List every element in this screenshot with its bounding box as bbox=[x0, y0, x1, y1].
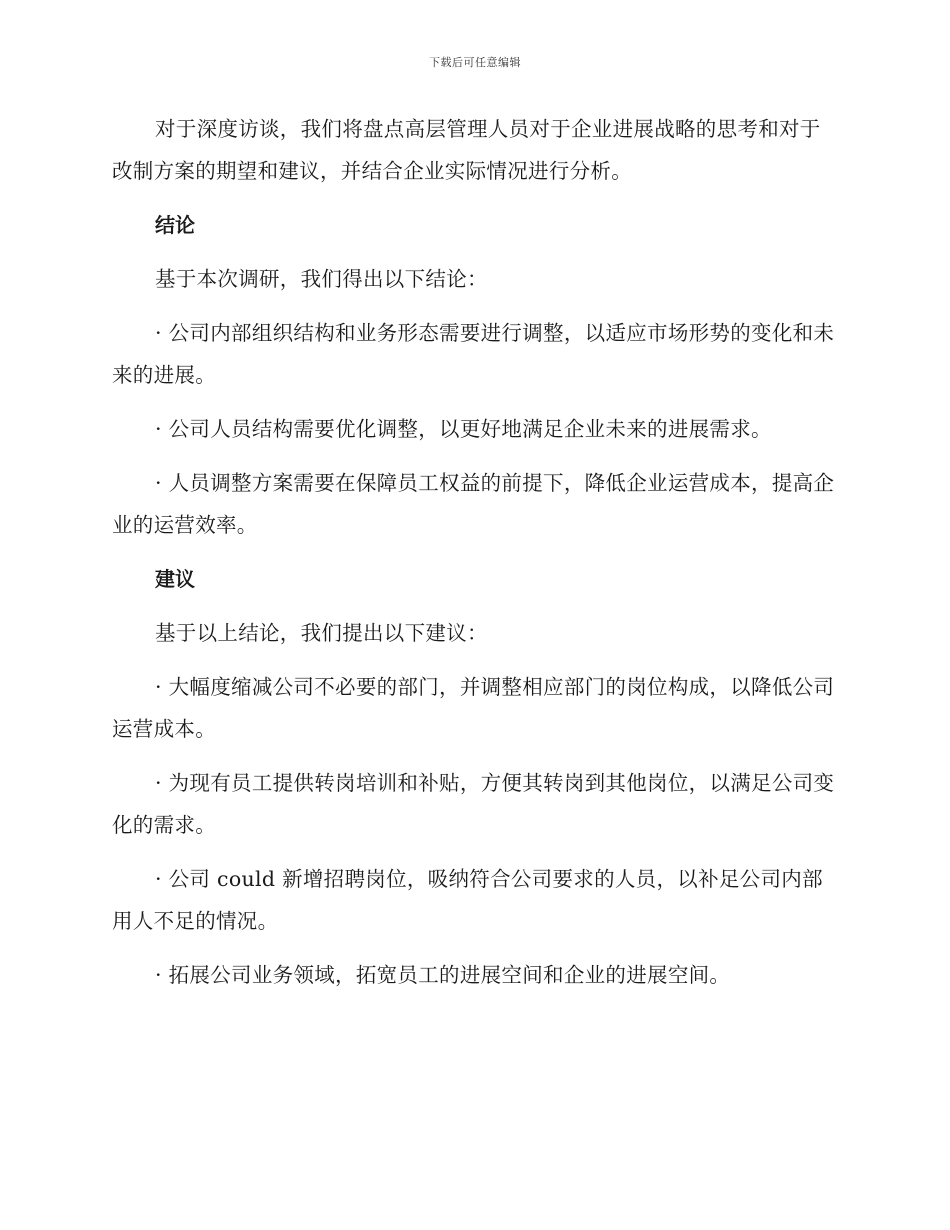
suggestion-lead: 基于以上结论，我们提出以下建议： bbox=[155, 621, 488, 645]
intro-paragraph: 对于深度访谈，我们将盘点高层管理人员对于企业进展战略的思考和对于改制方案的期望和建议，并结合企业实际情况进行分析。 bbox=[112, 117, 821, 183]
suggestion-item: · 公司 could 新增招聘岗位，吸纳符合公司要求的人员，以补足公司内部用人不足的情况。 bbox=[112, 867, 823, 933]
suggestion-item: · 拓展公司业务领域，拓宽员工的进展空间和企业的进展空间。 bbox=[155, 963, 731, 987]
suggestion-item: · 大幅度缩减公司不必要的部门，并调整相应部门的岗位构成，以降低公司运营成本。 bbox=[112, 675, 835, 741]
suggestion-heading: 建议 bbox=[155, 567, 195, 591]
conclusion-item: · 公司人员结构需要优化调整，以更好地满足企业未来的进展需求。 bbox=[155, 417, 772, 441]
conclusion-heading: 结论 bbox=[155, 213, 195, 237]
header-note: 下载后可任意编辑 bbox=[429, 56, 521, 69]
document-body bbox=[112, 108, 836, 1008]
conclusion-item: · 公司内部组织结构和业务形态需要进行调整，以适应市场形势的变化和未来的进展。 bbox=[112, 321, 835, 387]
conclusion-item: · 人员调整方案需要在保障员工权益的前提下，降低企业运营成本，提高企业的运营效率。 bbox=[112, 471, 835, 537]
suggestion-item: · 为现有员工提供转岗培训和补贴，方便其转岗到其他岗位，以满足公司变化的需求。 bbox=[112, 771, 835, 837]
conclusion-lead: 基于本次调研，我们得出以下结论： bbox=[155, 267, 488, 291]
